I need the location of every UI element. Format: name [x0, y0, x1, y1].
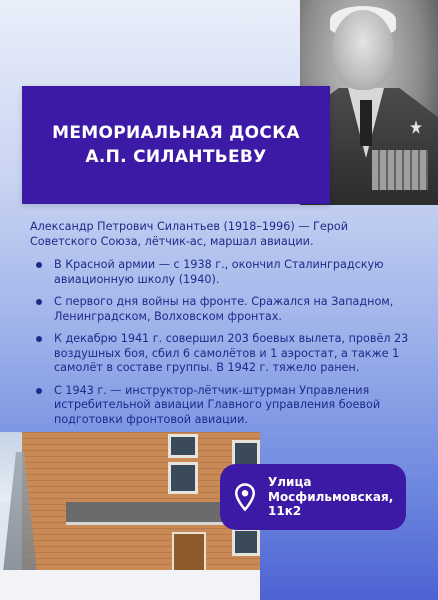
address-line-3: 11к2: [268, 504, 302, 519]
title-banner: [22, 86, 330, 204]
address-text: [268, 475, 393, 519]
address-card: [220, 464, 406, 530]
fact-item: К декабрю 1941 г. совершил 203 боевых вылета, провёл 23 воздушных боя, сбил 6 самолётов и 1 аэростат, а также 1 самолёт в составе группы. В 1942 г. тяжело ранен.: [30, 332, 415, 376]
title-line-1: МЕМОРИАЛЬНАЯ ДОСКА: [52, 123, 300, 143]
fact-item: В Красной армии — с 1938 г., окончил Сталинградскую авиационную школу (1940).: [30, 258, 415, 287]
bullet-icon: [36, 299, 42, 305]
bullet-icon: [36, 336, 42, 342]
fact-item: С первого дня войны на фронте. Сражался на Западном, Ленинградском, Волховском фронтах.: [30, 295, 415, 324]
address-line-2: Мосфильмовская,: [268, 489, 394, 504]
location-pin-icon: [230, 482, 260, 512]
bullet-icon: [36, 262, 42, 268]
facts-list: [30, 258, 415, 435]
bullet-icon: [36, 388, 42, 394]
title-line-2: А.П. СИЛАНТЬЕВУ: [85, 147, 267, 167]
address-line-1: Улица: [268, 475, 312, 490]
intro-text: Александр Петрович Силантьев (1918–1996) — Герой Советского Союза, лётчик-ас, маршал авиации.: [30, 220, 348, 248]
fact-item: С 1943 г. — инструктор-лётчик-штурман Управления истребительной авиации Главного управления боевой подготовки фронтовой авиации.: [30, 384, 415, 428]
